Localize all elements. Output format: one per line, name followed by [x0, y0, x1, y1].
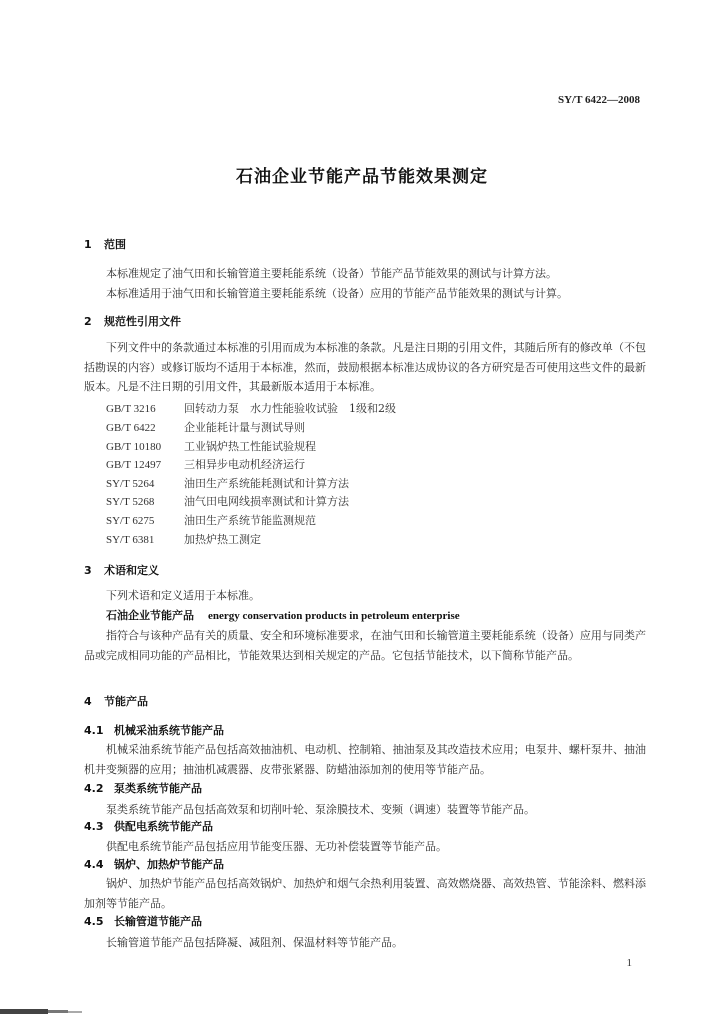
subsection-number: 4.5 — [84, 915, 104, 928]
reference-item — [106, 438, 316, 454]
reference-name: 油气田电网线损率测试和计算方法 — [184, 495, 349, 508]
reference-code: SY/T 6381 — [106, 534, 155, 546]
section-title: 范围 — [104, 238, 126, 251]
reference-code: GB/T 3216 — [106, 403, 156, 415]
reference-name: 三相异步电动机经济运行 — [184, 458, 305, 471]
section-2-paragraph: 下列文件中的条款通过本标准的引用而成为本标准的条款。凡是注日期的引用文件，其随后所有的修改单（不包括勘误的内容）或修订版均不适用于本标准，然而，鼓励根据本标准达成协议的各方研究是否可使用这些文件的最新版本。凡是不注日期的引用文件，其最新版本适用于本标准。 — [84, 341, 646, 393]
section-number: 2 — [84, 315, 92, 328]
scan-smudge — [0, 1004, 100, 1018]
reference-code: SY/T 5264 — [106, 478, 155, 490]
term-chinese: 石油企业节能产品 — [106, 609, 194, 622]
reference-name: 工业锅炉热工性能试验规程 — [184, 440, 316, 453]
subsection-title: 长输管道节能产品 — [114, 915, 202, 928]
section-title: 节能产品 — [104, 695, 148, 708]
subsection-title: 机械采油系统节能产品 — [114, 724, 224, 737]
subsection-title: 泵类系统节能产品 — [114, 782, 202, 795]
subsection-heading — [84, 722, 224, 738]
reference-item — [106, 475, 349, 491]
reference-item — [106, 400, 396, 416]
subsection-number: 4.3 — [84, 820, 104, 833]
section-title: 规范性引用文件 — [104, 315, 181, 328]
reference-code: SY/T 5268 — [106, 496, 155, 508]
term-entry — [106, 607, 460, 623]
subsection-text: 供配电系统节能产品包括应用节能变压器、无功补偿装置等节能产品。 — [106, 840, 447, 853]
section-3-heading — [84, 562, 159, 578]
reference-item — [106, 531, 261, 547]
reference-item — [106, 512, 316, 528]
subsection-heading — [84, 856, 224, 872]
subsection-text: 长输管道节能产品包括降凝、减阻剂、保温材料等节能产品。 — [106, 936, 403, 949]
reference-item — [106, 456, 305, 472]
reference-code: GB/T 12497 — [106, 459, 162, 471]
section-3-intro: 下列术语和定义适用于本标准。 — [106, 589, 260, 602]
term-definition: 指符合与该种产品有关的质量、安全和环境标准要求，在油气田和长输管道主要耗能系统（设备）应用与同类产品或完成相同功能的产品相比，节能效果达到相关规定的产品。它包括节能技术，以下简称节能产品。 — [84, 629, 646, 662]
reference-code: GB/T 10180 — [106, 441, 162, 453]
subsection-title: 供配电系统节能产品 — [114, 820, 213, 833]
reference-code: SY/T 6275 — [106, 515, 155, 527]
subsection-text: 锅炉、加热炉节能产品包括高效锅炉、加热炉和烟气余热利用装置、高效燃烧器、高效热管、节能涂料、燃料添加剂等节能产品。 — [84, 877, 646, 910]
reference-name: 加热炉热工测定 — [184, 533, 261, 546]
subsection-number: 4.4 — [84, 858, 104, 871]
standard-number: SY/T 6422—2008 — [557, 94, 640, 106]
reference-name: 企业能耗计量与测试导则 — [184, 421, 305, 434]
document-title: 石油企业节能产品节能效果测定 — [236, 167, 488, 187]
reference-name: 回转动力泵 水力性能验收试验 1级和2级 — [184, 402, 396, 415]
section-1-paragraph-2: 本标准适用于油气田和长输管道主要耗能系统（设备）应用的节能产品节能效果的测试与计算。 — [106, 287, 568, 300]
subsection-number: 4.1 — [84, 724, 104, 737]
reference-item — [106, 419, 305, 435]
subsection-heading — [84, 818, 213, 834]
subsection-text: 泵类系统节能产品包括高效泵和切削叶轮、泵涂膜技术、变频（调速）装置等节能产品。 — [106, 803, 535, 816]
reference-item — [106, 493, 349, 509]
section-2-heading — [84, 313, 181, 329]
subsection-heading — [84, 780, 202, 796]
section-title: 术语和定义 — [104, 564, 159, 577]
reference-name: 油田生产系统能耗测试和计算方法 — [184, 477, 349, 490]
section-4-heading — [84, 693, 148, 709]
section-1-heading — [84, 236, 126, 252]
page-number: 1 — [626, 957, 632, 969]
section-1-paragraph-1: 本标准规定了油气田和长输管道主要耗能系统（设备）节能产品节能效果的测试与计算方法。 — [106, 267, 557, 280]
reference-name: 油田生产系统节能监测规范 — [184, 514, 316, 527]
section-number: 4 — [84, 695, 92, 708]
section-number: 1 — [84, 238, 92, 251]
section-number: 3 — [84, 564, 92, 577]
subsection-number: 4.2 — [84, 782, 104, 795]
reference-code: GB/T 6422 — [106, 422, 156, 434]
subsection-title: 锅炉、加热炉节能产品 — [114, 858, 224, 871]
term-english: energy conservation products in petroleum enterprise — [208, 610, 460, 622]
subsection-heading — [84, 913, 202, 929]
subsection-text: 机械采油系统节能产品包括高效抽油机、电动机、控制箱、抽油泵及其改造技术应用；电泵井、螺杆泵井、抽油机井变频器的应用；抽油机减震器、皮带张紧器、防蜡油添加剂的使用等节能产品。 — [84, 743, 646, 776]
